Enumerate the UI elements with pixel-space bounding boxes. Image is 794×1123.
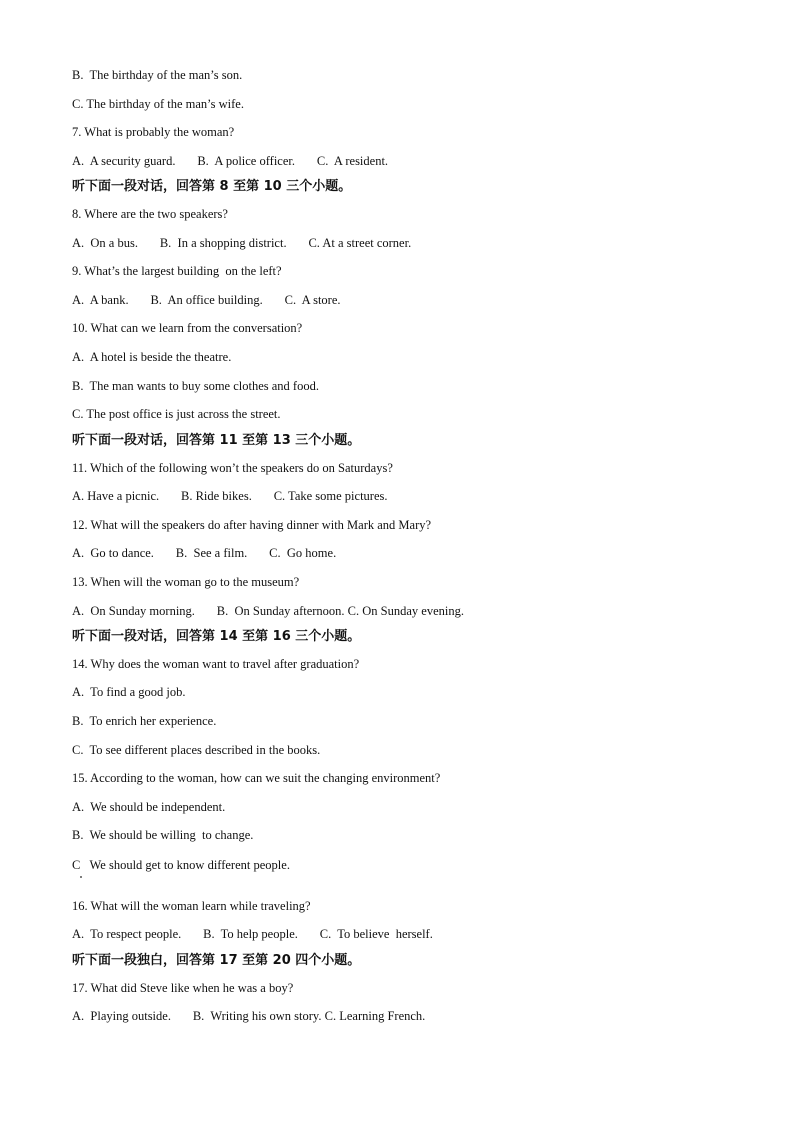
question-line: 8. Where are the two speakers? xyxy=(72,207,228,221)
question-line: 7. What is probably the woman? xyxy=(72,125,235,139)
option-line: C. The birthday of the man’s wife. xyxy=(72,97,244,111)
option-line: B. We should be willing to change. xyxy=(72,828,254,842)
question-line: 10. What can we learn from the conversation? xyxy=(72,321,303,335)
option-line: A. A bank. B. An office building. C. A store. xyxy=(72,293,341,307)
question-line: 12. What will the speakers do after having dinner with Mark and Mary? xyxy=(72,518,432,532)
question-line: 15. According to the woman, how can we suit the changing environment? xyxy=(72,771,441,785)
option-line: A. Have a picnic. B. Ride bikes. C. Take some pictures. xyxy=(72,489,388,503)
option-line: A. A security guard. B. A police officer. C. A resident. xyxy=(72,154,389,168)
option-line: A. On Sunday morning. B. On Sunday afternoon. C. On Sunday evening. xyxy=(72,604,464,618)
option-line: B. The man wants to buy some clothes and food. xyxy=(72,379,319,393)
option-line: A. To find a good job. xyxy=(72,685,186,699)
option-line: A. Go to dance. B. See a film. C. Go home. xyxy=(72,546,337,560)
option-line: B. To enrich her experience. xyxy=(72,714,217,728)
question-line: 11. Which of the following won’t the speakers do on Saturdays? xyxy=(72,461,393,475)
option-line: A. A hotel is beside the theatre. xyxy=(72,350,232,364)
question-line: 13. When will the woman go to the museum? xyxy=(72,575,300,589)
section-header: 听下面一段独白，回答第 17 至第 20 四个小题。 xyxy=(72,953,361,968)
option-line: C We should get to know different people. xyxy=(72,858,290,872)
option-line: A. On a bus. B. In a shopping district. C. At a street corner. xyxy=(72,236,412,250)
option-line: A. To respect people. B. To help people. C. To believe herself. xyxy=(72,927,433,941)
question-line: 17. What did Steve like when he was a boy? xyxy=(72,981,294,995)
section-header: 听下面一段对话，回答第 11 至第 13 三个小题。 xyxy=(72,433,361,448)
question-line: 14. Why does the woman want to travel after graduation? xyxy=(72,657,360,671)
option-line: B. The birthday of the man’s son. xyxy=(72,68,243,82)
option-line: C. The post office is just across the street. xyxy=(72,407,281,421)
option-line: A. We should be independent. xyxy=(72,800,226,814)
section-header: 听下面一段对话，回答第 14 至第 16 三个小题。 xyxy=(72,629,361,644)
question-line: 16. What will the woman learn while traveling? xyxy=(72,899,311,913)
section-header: 听下面一段对话，回答第 8 至第 10 三个小题。 xyxy=(72,179,352,194)
question-line: 9. What’s the largest building on the left? xyxy=(72,264,282,278)
option-line: C. To see different places described in the books. xyxy=(72,743,321,757)
option-line: A. Playing outside. B. Writing his own story. C. Learning French. xyxy=(72,1009,426,1023)
stray-dot xyxy=(80,876,82,878)
